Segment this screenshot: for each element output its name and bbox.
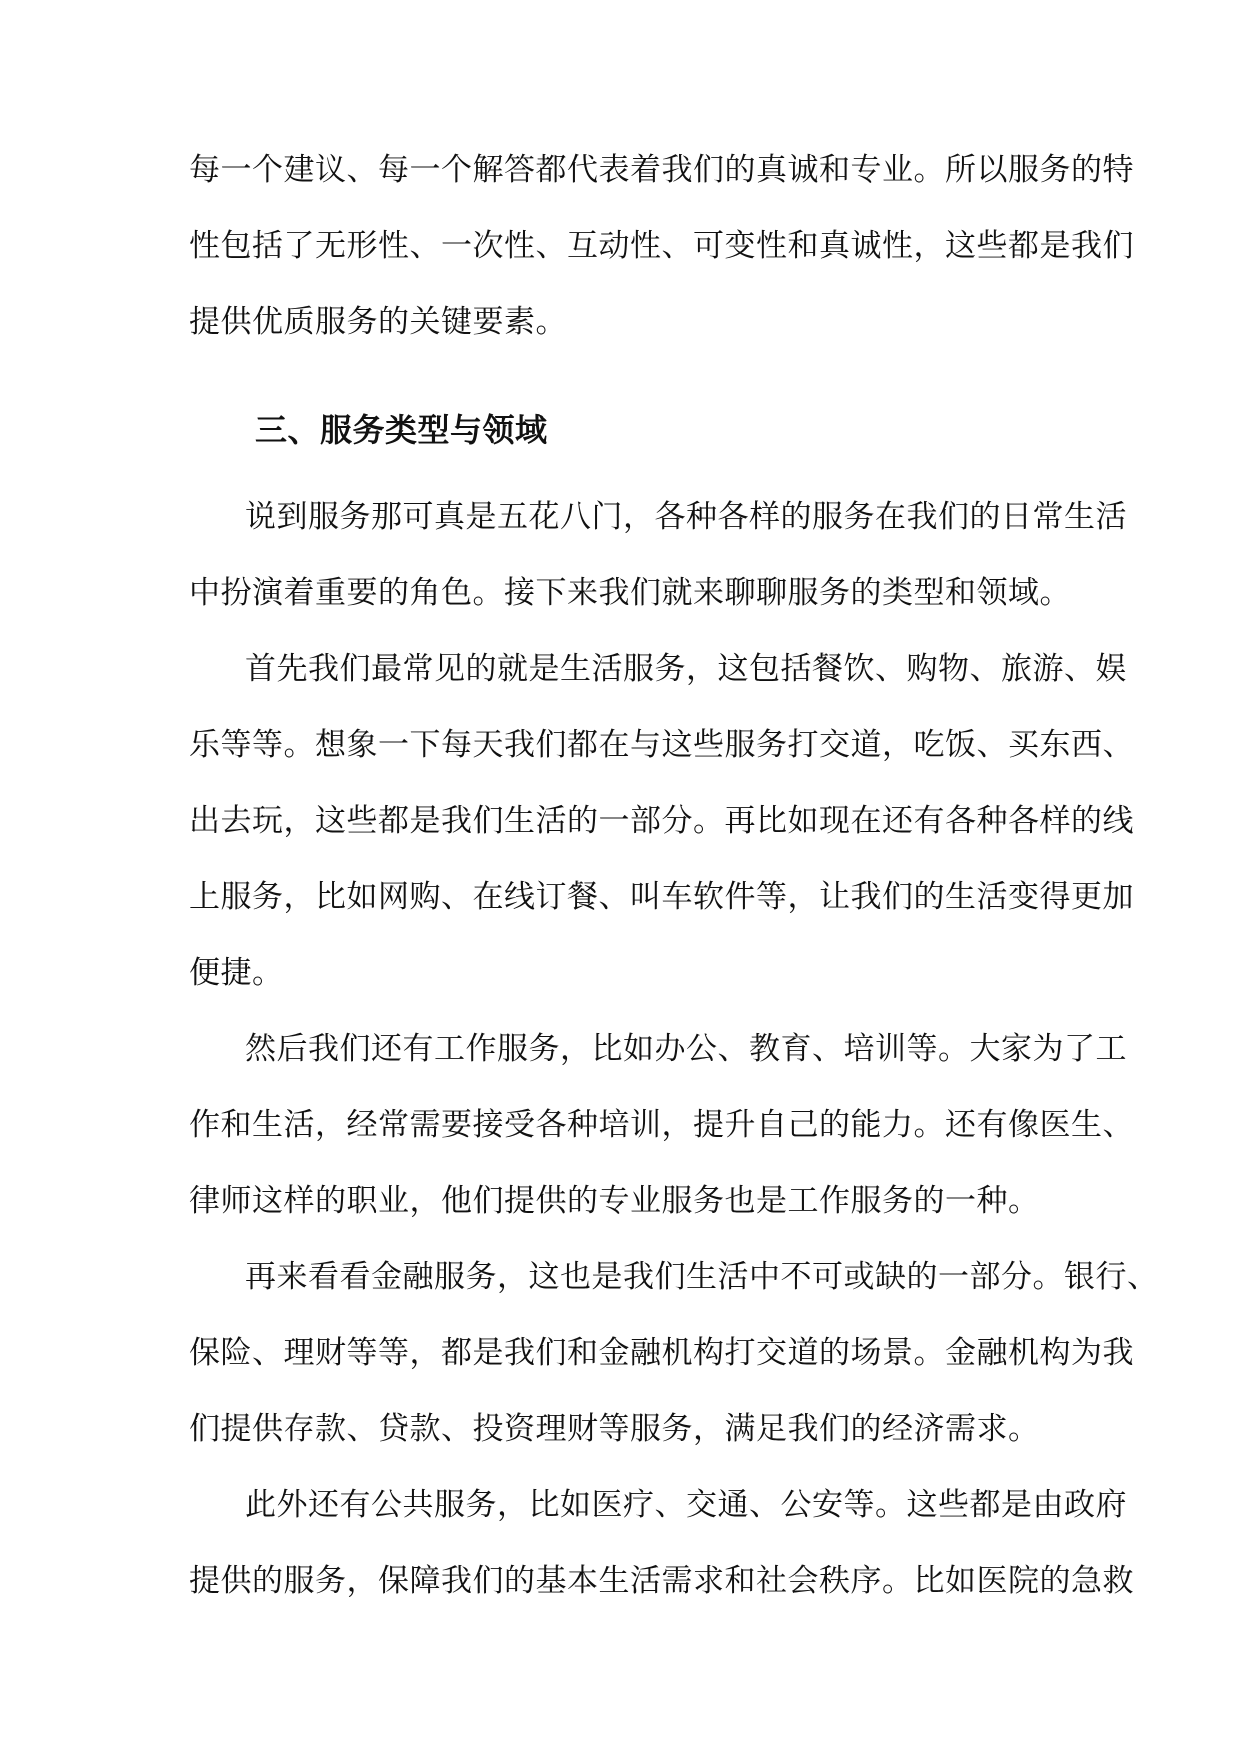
paragraph-line: 此外还有公共服务，比如医疗、交通、公安等。这些都是由政府 bbox=[245, 1487, 1127, 1523]
paragraph-line: 每一个建议、每一个解答都代表着我们的真诚和专业。所以服务的特 bbox=[189, 152, 1134, 188]
paragraph-line: 提供的服务，保障我们的基本生活需求和社会秩序。比如医院的急救 bbox=[189, 1563, 1134, 1599]
paragraph-line: 乐等等。想象一下每天我们都在与这些服务打交道，吃饭、买东西、 bbox=[189, 727, 1134, 763]
section-heading: 三、服务类型与领域 bbox=[255, 411, 548, 449]
paragraph-line: 说到服务那可真是五花八门，各种各样的服务在我们的日常生活 bbox=[245, 499, 1127, 535]
paragraph-line: 中扮演着重要的角色。接下来我们就来聊聊服务的类型和领域。 bbox=[189, 575, 1071, 611]
paragraph-line: 上服务，比如网购、在线订餐、叫车软件等，让我们的生活变得更加 bbox=[189, 879, 1134, 915]
paragraph-line: 们提供存款、贷款、投资理财等服务，满足我们的经济需求。 bbox=[189, 1411, 1040, 1447]
paragraph-line: 提供优质服务的关键要素。 bbox=[189, 304, 567, 340]
paragraph-line: 出去玩，这些都是我们生活的一部分。再比如现在还有各种各样的线 bbox=[189, 803, 1134, 839]
paragraph-line: 便捷。 bbox=[189, 955, 284, 991]
paragraph-line: 性包括了无形性、一次性、互动性、可变性和真诚性，这些都是我们 bbox=[189, 228, 1134, 264]
paragraph-line: 保险、理财等等，都是我们和金融机构打交道的场景。金融机构为我 bbox=[189, 1335, 1134, 1371]
paragraph-line: 再来看看金融服务，这也是我们生活中不可或缺的一部分。银行、 bbox=[245, 1259, 1159, 1295]
paragraph-line: 作和生活，经常需要接受各种培训，提升自己的能力。还有像医生、 bbox=[189, 1107, 1134, 1143]
paragraph-line: 首先我们最常见的就是生活服务，这包括餐饮、购物、旅游、娱 bbox=[245, 651, 1127, 687]
paragraph-line: 然后我们还有工作服务，比如办公、教育、培训等。大家为了工 bbox=[245, 1031, 1127, 1067]
paragraph-line: 律师这样的职业，他们提供的专业服务也是工作服务的一种。 bbox=[189, 1183, 1040, 1219]
